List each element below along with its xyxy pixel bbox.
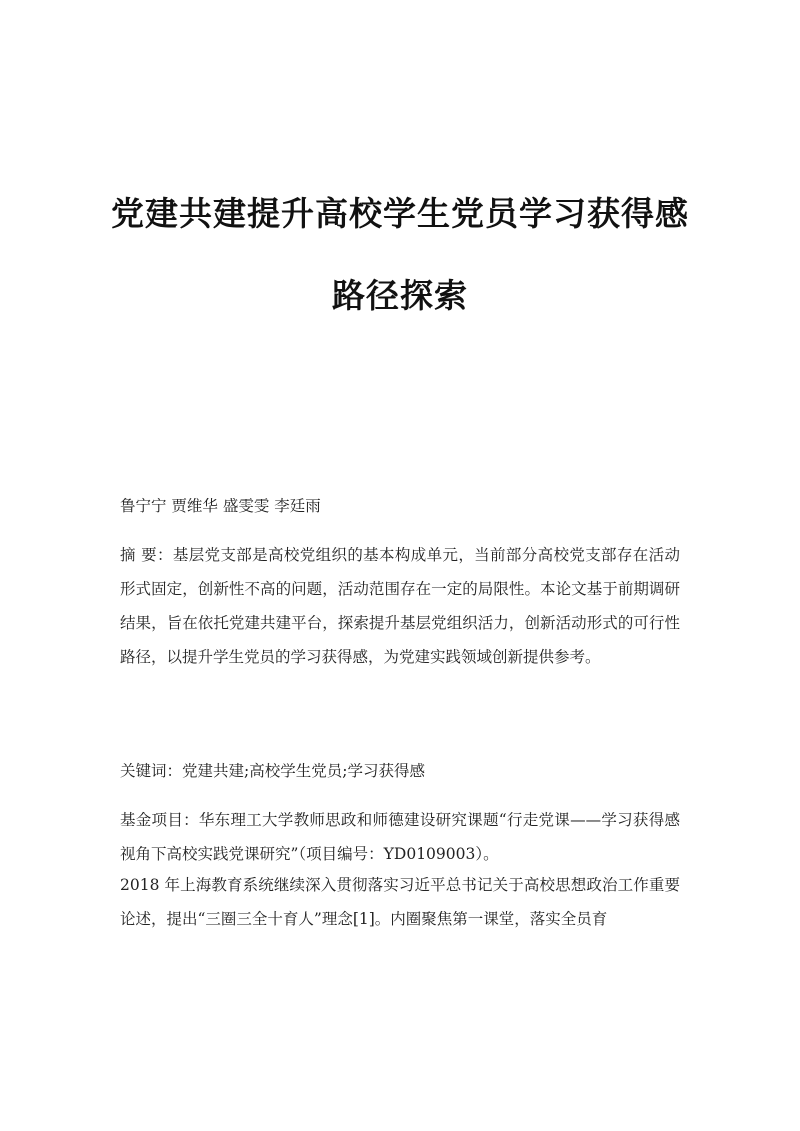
keywords-paragraph — [120, 754, 680, 788]
authors-line: 鲁宁宁 贾维华 盛雯雯 李廷雨 — [120, 497, 321, 515]
fund-paragraph — [120, 803, 680, 871]
fund-text: 华东理工大学教师思政和师德建设研究课题“行走党课——学习获得感视角下高校实践党课研究”（项目编号：YD0109003）。 — [120, 811, 680, 863]
abstract-paragraph — [120, 538, 680, 674]
fund-label: 基金项目： — [120, 811, 199, 829]
keywords-text: 党建共建;高校学生党员;学习获得感 — [182, 762, 425, 780]
body-paragraph: 2018 年上海教育系统继续深入贯彻落实习近平总书记关于高校思想政治工作重要论述，提出“三圈三全十育人”理念[1]。内圈聚焦第一课堂，落实全员育 — [120, 876, 680, 928]
abstract-label: 摘 要： — [120, 546, 173, 564]
document-title-line-2: 路径探索 — [332, 276, 468, 315]
document-title-line-1: 党建共建提升高校学生党员学习获得感 — [111, 194, 689, 233]
abstract-text: 基层党支部是高校党组织的基本构成单元，当前部分高校党支部存在活动形式固定，创新性不高的问题，活动范围存在一定的局限性。本论文基于前期调研结果，旨在依托党建共建平台，探索提升基层党组织活力，创新活动形式的可行性路径，以提升学生党员的学习获得感，为党建实践领域创新提供参考。 — [120, 546, 680, 666]
keywords-label: 关键词： — [120, 762, 183, 780]
